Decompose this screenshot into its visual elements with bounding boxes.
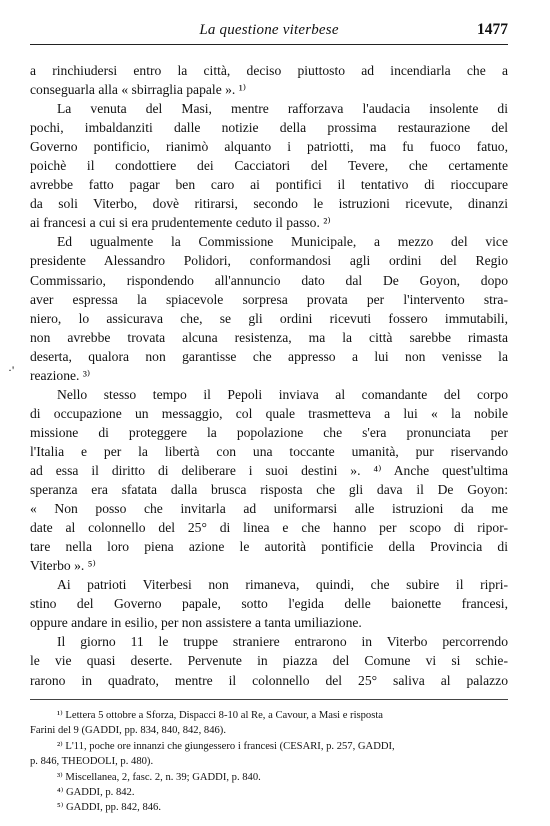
body-line: le vie quasi deserte. Pervenute in piazza del Comune vi si schie- (30, 653, 508, 669)
paragraph-start-line: Ai patrioti Viterbesi non rimaneva, quindi, che subire il ripri- (57, 577, 508, 593)
body-line: da soli Viterbo, dovè ritirarsi, secondo le istruzioni ricevute, dinanzi (30, 196, 508, 212)
body-line: niero, lo assicurava che, se gli ordini ricevuti fossero immutabili, (30, 310, 508, 326)
body-line: ai francesi a cui si era prudentemente ceduto il passo. ²⁾ (30, 215, 331, 231)
body-line: stino del Governo papale, sotto l'egida delle baionette francesi, (30, 596, 508, 612)
body-line: Governo pontificio, rianimò alquanto i patriotti, ma fu fuoco fatuo, (30, 139, 508, 155)
body-line: reazione. ³⁾ (30, 367, 91, 383)
paragraph-start-line: Ed ugualmente la Commissione Municipale, a mezzo del vice (57, 234, 508, 250)
body-line: oppure andare in esilio, per non assistere a tanta umiliazione. (30, 615, 362, 631)
body-line: date al colonnello del 25° di linea e che hanno per scopo di ripor- (30, 520, 508, 536)
footnote-divider (30, 699, 508, 700)
footnote-line: ⁴⁾ GADDI, p. 842. (57, 787, 135, 799)
running-header (30, 22, 508, 45)
body-line: non avrebbe trovata alcuna resistenza, ma la città sarebbe rimasta (30, 329, 508, 345)
body-line: di occupazione un messaggio, col quale trasmetteva a lui « la nobile (30, 405, 508, 421)
body-line: aver espressa la spiacevole sorpresa provata per l'intervento stra- (30, 291, 508, 307)
paragraph-start-line: Il giorno 11 le truppe straniere entrarono in Viterbo percorrendo (57, 634, 508, 650)
footnote-line: p. 846, THEODOLI, p. 480). (30, 756, 154, 768)
footnote-line: ⁵⁾ GADDI, pp. 842, 846. (57, 802, 161, 814)
body-line: conseguarla alla « sbirraglia papale ». ¹⁾ (30, 82, 247, 98)
margin-mark: ·' (8, 363, 15, 377)
footnote-line: ³⁾ Miscellanea, 2, fasc. 2, n. 39; GADDI, p. 840. (57, 771, 261, 783)
footnote-line: Farini del 9 (GADDI, pp. 834, 840, 842, 846). (30, 725, 226, 737)
body-line: Viterbo ». ⁵⁾ (30, 558, 96, 574)
footnotes (30, 708, 508, 816)
body-line: speranza era sfatata dalla brusca risposta che gli dava il De Goyon: (30, 482, 508, 498)
paragraph-start-line: Nello stesso tempo il Pepoli inviava al comandante del corpo (57, 386, 508, 402)
body-line: ad essa il diritto di deliberare i suoi destini ». ⁴⁾ Anche quest'ultima (30, 462, 508, 478)
footnote-line: ¹⁾ Lettera 5 ottobre a Sforza, Dispacci 8-10 al Re, a Cavour, a Masi e risposta (57, 710, 384, 721)
body-line: rarono in quadrato, mentre il colonnello del 25° saliva al palazzo (30, 672, 508, 688)
body-line: l'Italia e per la libertà con una toccante umanità, pur riservando (30, 443, 508, 459)
body-line: tare nella loro piena azione le autorità pontificie della Provincia di (30, 539, 508, 555)
body-line: missione di proteggere la popolazione che s'era pronunciata per (30, 424, 508, 440)
body-line: deserta, qualora non garantisse che appresso a lui non venisse la (30, 348, 508, 364)
header-title: La questione viterbese (199, 22, 339, 38)
body-line: pochi, imbaldanziti dalle notizie della prossima restaurazione del (30, 120, 508, 136)
paragraph-start-line: La venuta del Masi, mentre rafforzava l'audacia insolente di (57, 101, 508, 117)
body-line: Commissario, rispondendo all'annuncio dato dal De Goyon, dopo (30, 272, 508, 288)
body-text (30, 61, 508, 690)
page-number: 1477 (477, 21, 508, 38)
body-line: presidente Alessandro Polidori, conformandosi agli ordini del Regio (30, 253, 508, 269)
body-line: a rinchiudersi entro la città, deciso piuttosto ad incendiarla che a (30, 63, 508, 78)
body-line: poichè il condottiere dei Cacciatori del Tevere, che certamente (30, 158, 508, 174)
body-line: avrebbe fatto pagar ben caro ai pontifici il tentativo di rioccupare (30, 177, 508, 193)
footnote-line: ²⁾ L'11, poche ore innanzi che giungessero i francesi (CESARI, p. 257, GADDI, (57, 740, 395, 752)
body-line: « Non posso che invitarla ad uniformarsi alle istruzioni da me (30, 501, 508, 517)
